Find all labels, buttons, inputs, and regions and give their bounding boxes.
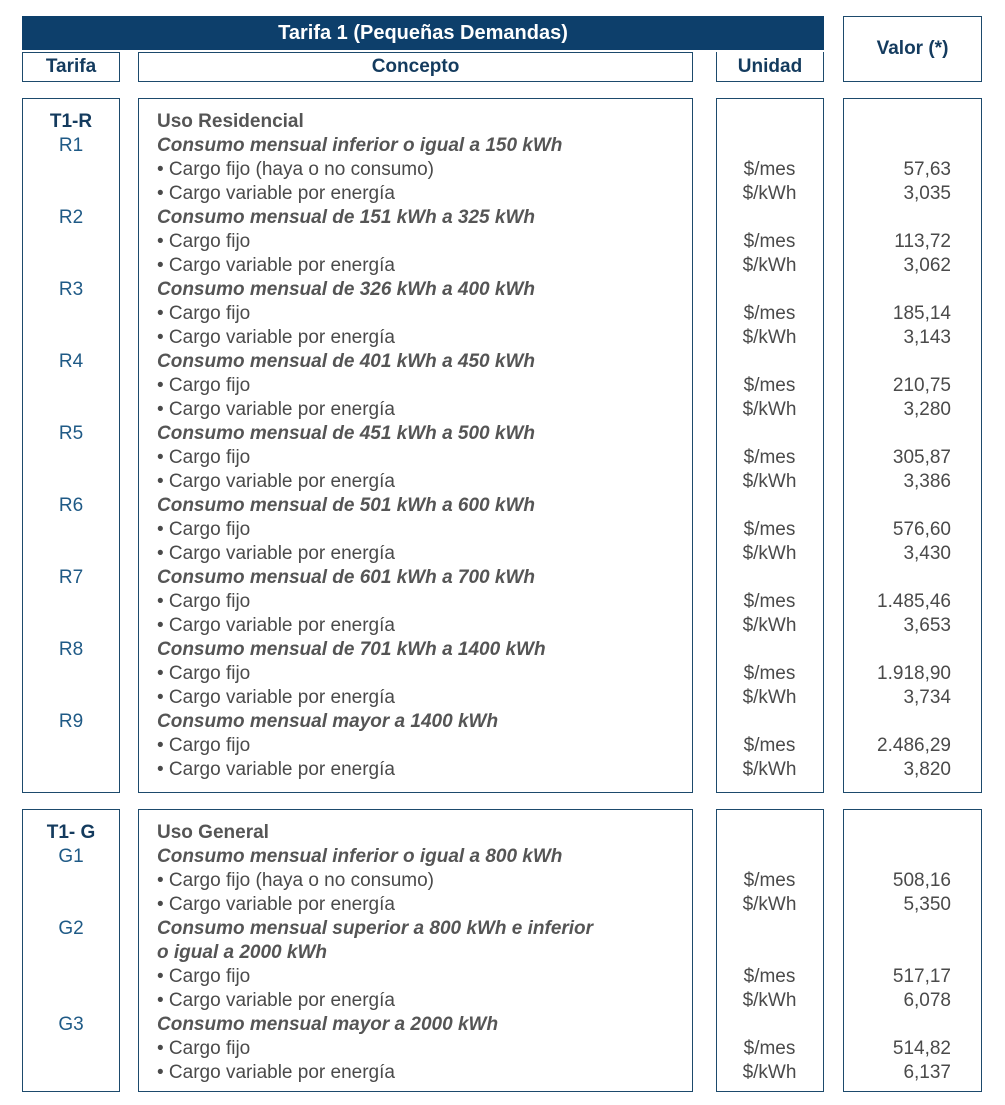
value-cell: 517,17: [892, 966, 951, 987]
value-cell: 305,87: [892, 447, 951, 468]
charge-label: • Cargo fijo: [157, 966, 251, 987]
value-cell: 508,16: [892, 870, 951, 891]
value-cell: 113,72: [894, 231, 951, 252]
table-row: [0, 590, 1005, 614]
charge-label: • Cargo variable por energía: [157, 399, 395, 420]
charge-label: • Cargo variable por energía: [157, 327, 395, 348]
section-title: Uso Residencial: [157, 111, 304, 132]
col-header-concepto: Concepto: [138, 52, 693, 82]
table-row: [0, 230, 1005, 254]
unit-cell: $/mes: [743, 303, 796, 324]
unit-cell: $/mes: [743, 591, 796, 612]
table-row: [0, 158, 1005, 182]
tariff-code: G1: [58, 846, 84, 867]
table-row: [0, 917, 1005, 941]
value-cell: 3,143: [903, 327, 951, 348]
table-row: [0, 494, 1005, 518]
unit-cell: $/kWh: [742, 543, 797, 564]
unit-cell: $/kWh: [742, 990, 797, 1011]
charge-label: • Cargo variable por energía: [157, 894, 395, 915]
table-row: [0, 1013, 1005, 1037]
value-cell: 3,386: [903, 471, 951, 492]
consumption-range: o igual a 2000 kWh: [157, 942, 327, 963]
unit-cell: $/mes: [743, 870, 796, 891]
unit-cell: $/kWh: [742, 471, 797, 492]
table-row: [0, 686, 1005, 710]
consumption-range: Consumo mensual mayor a 1400 kWh: [157, 711, 499, 732]
unit-cell: $/mes: [743, 519, 796, 540]
value-cell: 3,280: [903, 399, 951, 420]
tariff-code: R6: [58, 495, 84, 516]
tariff-code: R3: [58, 279, 84, 300]
unit-cell: $/mes: [743, 447, 796, 468]
charge-label: • Cargo fijo: [157, 1038, 251, 1059]
col-header-unidad: Unidad: [716, 52, 824, 82]
charge-label: • Cargo variable por energía: [157, 990, 395, 1011]
table-row: [0, 965, 1005, 989]
value-cell: 5,350: [903, 894, 951, 915]
charge-label: • Cargo variable por energía: [157, 759, 395, 780]
charge-label: • Cargo variable por energía: [157, 543, 395, 564]
consumption-range: Consumo mensual de 151 kWh a 325 kWh: [157, 207, 535, 228]
table-row: [0, 110, 1005, 134]
table-row: [0, 845, 1005, 869]
consumption-range: Consumo mensual mayor a 2000 kWh: [157, 1014, 499, 1035]
table-row: [0, 470, 1005, 494]
tariff-code: T1-R: [49, 111, 93, 132]
value-cell: 6,078: [903, 990, 951, 1011]
tariff-code: T1- G: [46, 822, 96, 843]
charge-label: • Cargo variable por energía: [157, 615, 395, 636]
charge-label: • Cargo fijo: [157, 303, 251, 324]
charge-label: • Cargo fijo: [157, 663, 251, 684]
value-cell: 2.486,29: [877, 735, 951, 756]
consumption-range: Consumo mensual de 701 kWh a 1400 kWh: [157, 639, 546, 660]
table-row: [0, 350, 1005, 374]
unit-cell: $/mes: [743, 966, 796, 987]
table-row: [0, 422, 1005, 446]
table-row: [0, 446, 1005, 470]
unit-cell: $/mes: [743, 231, 796, 252]
tariff-code: R4: [58, 351, 84, 372]
table-row: [0, 893, 1005, 917]
unit-cell: $/mes: [743, 375, 796, 396]
unit-cell: $/kWh: [742, 399, 797, 420]
value-cell: 1.485,46: [877, 591, 951, 612]
table-row: [0, 278, 1005, 302]
table-row: [0, 326, 1005, 350]
consumption-range: Consumo mensual de 401 kWh a 450 kWh: [157, 351, 535, 372]
charge-label: • Cargo fijo: [157, 447, 251, 468]
consumption-range: Consumo mensual de 451 kWh a 500 kWh: [157, 423, 535, 444]
table-row: [0, 734, 1005, 758]
unit-cell: $/kWh: [742, 687, 797, 708]
tariff-code: R7: [58, 567, 84, 588]
unit-cell: $/mes: [743, 663, 796, 684]
consumption-range: Consumo mensual inferior o igual a 800 kWh: [157, 846, 563, 867]
value-cell: 3,430: [903, 543, 951, 564]
value-cell: 576,60: [892, 519, 951, 540]
tariff-code: R8: [58, 639, 84, 660]
table-row: [0, 182, 1005, 206]
table-row: [0, 989, 1005, 1013]
unit-cell: $/kWh: [742, 759, 797, 780]
table-row: [0, 614, 1005, 638]
unit-cell: $/kWh: [742, 255, 797, 276]
consumption-range: Consumo mensual de 501 kWh a 600 kWh: [157, 495, 535, 516]
value-cell: 3,653: [903, 615, 951, 636]
table-row: [0, 638, 1005, 662]
value-cell: 3,062: [903, 255, 951, 276]
table-row: [0, 662, 1005, 686]
table-row: [0, 941, 1005, 965]
table-row: [0, 254, 1005, 278]
table-row: [0, 869, 1005, 893]
table-row: [0, 398, 1005, 422]
table-row: [0, 134, 1005, 158]
charge-label: • Cargo fijo: [157, 735, 251, 756]
charge-label: • Cargo fijo (haya o no consumo): [157, 870, 435, 891]
tariff-code: G2: [58, 918, 84, 939]
table-row: [0, 518, 1005, 542]
consumption-range: Consumo mensual de 601 kWh a 700 kWh: [157, 567, 535, 588]
tariff-code: G3: [58, 1014, 84, 1035]
charge-label: • Cargo variable por energía: [157, 183, 395, 204]
table-row: [0, 566, 1005, 590]
value-cell: 185,14: [892, 303, 951, 324]
charge-label: • Cargo fijo: [157, 591, 251, 612]
table-row: [0, 1037, 1005, 1061]
tariff-code: R1: [58, 135, 84, 156]
unit-cell: $/kWh: [742, 894, 797, 915]
table-row: [0, 374, 1005, 398]
value-cell: 3,820: [903, 759, 951, 780]
col-header-tarifa: Tarifa: [22, 52, 120, 82]
value-cell: 57,63: [903, 159, 951, 180]
section-title: Uso General: [157, 822, 269, 843]
value-cell: 210,75: [892, 375, 951, 396]
charge-label: • Cargo variable por energía: [157, 687, 395, 708]
charge-label: • Cargo variable por energía: [157, 255, 395, 276]
consumption-range: Consumo mensual inferior o igual a 150 kWh: [157, 135, 563, 156]
charge-label: • Cargo fijo (haya o no consumo): [157, 159, 435, 180]
table-row: [0, 302, 1005, 326]
tariff-code: R9: [58, 711, 84, 732]
unit-cell: $/mes: [743, 159, 796, 180]
value-cell: 514,82: [892, 1038, 951, 1059]
value-cell: 1.918,90: [877, 663, 951, 684]
value-cell: 6,137: [903, 1062, 951, 1083]
unit-cell: $/kWh: [742, 183, 797, 204]
unit-cell: $/kWh: [742, 1062, 797, 1083]
unit-cell: $/mes: [743, 735, 796, 756]
charge-label: • Cargo fijo: [157, 375, 251, 396]
tariff-code: R5: [58, 423, 84, 444]
table-row: [0, 1061, 1005, 1085]
consumption-range: Consumo mensual superior a 800 kWh e inferior: [157, 918, 594, 939]
unit-cell: $/kWh: [742, 615, 797, 636]
unit-cell: $/mes: [743, 1038, 796, 1059]
table-row: [0, 206, 1005, 230]
tariff-code: R2: [58, 207, 84, 228]
charge-label: • Cargo variable por energía: [157, 1062, 395, 1083]
charge-label: • Cargo variable por energía: [157, 471, 395, 492]
unit-cell: $/kWh: [742, 327, 797, 348]
consumption-range: Consumo mensual de 326 kWh a 400 kWh: [157, 279, 535, 300]
table-row: [0, 758, 1005, 782]
charge-label: • Cargo fijo: [157, 231, 251, 252]
table-row: [0, 542, 1005, 566]
table-row: [0, 821, 1005, 845]
value-cell: 3,035: [903, 183, 951, 204]
table-row: [0, 710, 1005, 734]
charge-label: • Cargo fijo: [157, 519, 251, 540]
table-banner: Tarifa 1 (Pequeñas Demandas): [22, 16, 824, 50]
col-header-valor: Valor (*): [843, 16, 982, 82]
value-cell: 3,734: [903, 687, 951, 708]
